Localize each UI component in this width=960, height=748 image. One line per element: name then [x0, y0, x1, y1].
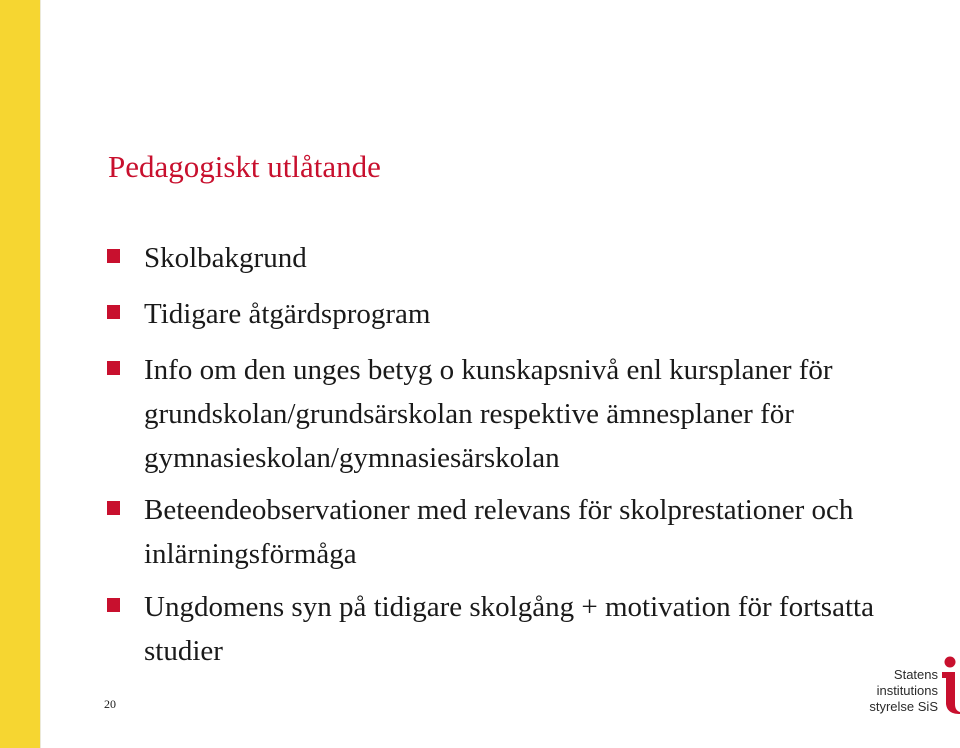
square-bullet-icon [107, 249, 120, 263]
bullet-text: Beteendeobservationer med relevans för skolprestationer och inlärningsförmåga [144, 494, 854, 570]
bullet-item [107, 292, 947, 336]
left-color-band [0, 0, 40, 748]
square-bullet-icon [107, 501, 120, 515]
band-divider [40, 0, 41, 748]
square-bullet-icon [107, 305, 120, 319]
page-number: 20 [104, 697, 116, 711]
bullet-item [107, 348, 947, 480]
logo-line-styrelse: styrelse SiS [869, 699, 938, 714]
bullet-text: Skolbakgrund [144, 242, 307, 274]
bullet-item [107, 488, 947, 576]
bullet-item [107, 585, 947, 673]
bullet-item [107, 236, 947, 280]
square-bullet-icon [107, 598, 120, 612]
bullet-text: Ungdomens syn på tidigare skolgång + motivation för fortsatta studier [144, 591, 874, 667]
bullet-text: Info om den unges betyg o kunskapsnivå enl kursplaner för grundskolan/grundsärskolan respektive ämnesplaner för gymnasieskolan/gymnasiesärskolan [144, 354, 833, 474]
sis-logo [868, 650, 960, 716]
logo-line-statens: Statens [893, 667, 938, 682]
slide-title: Pedagogiskt utlåtande [108, 149, 381, 184]
bullet-text: Tidigare åtgärdsprogram [144, 298, 431, 330]
sis-i-icon [939, 656, 960, 716]
logo-line-institutions: institutions [876, 683, 938, 698]
square-bullet-icon [107, 361, 120, 375]
bullet-list [107, 236, 947, 685]
